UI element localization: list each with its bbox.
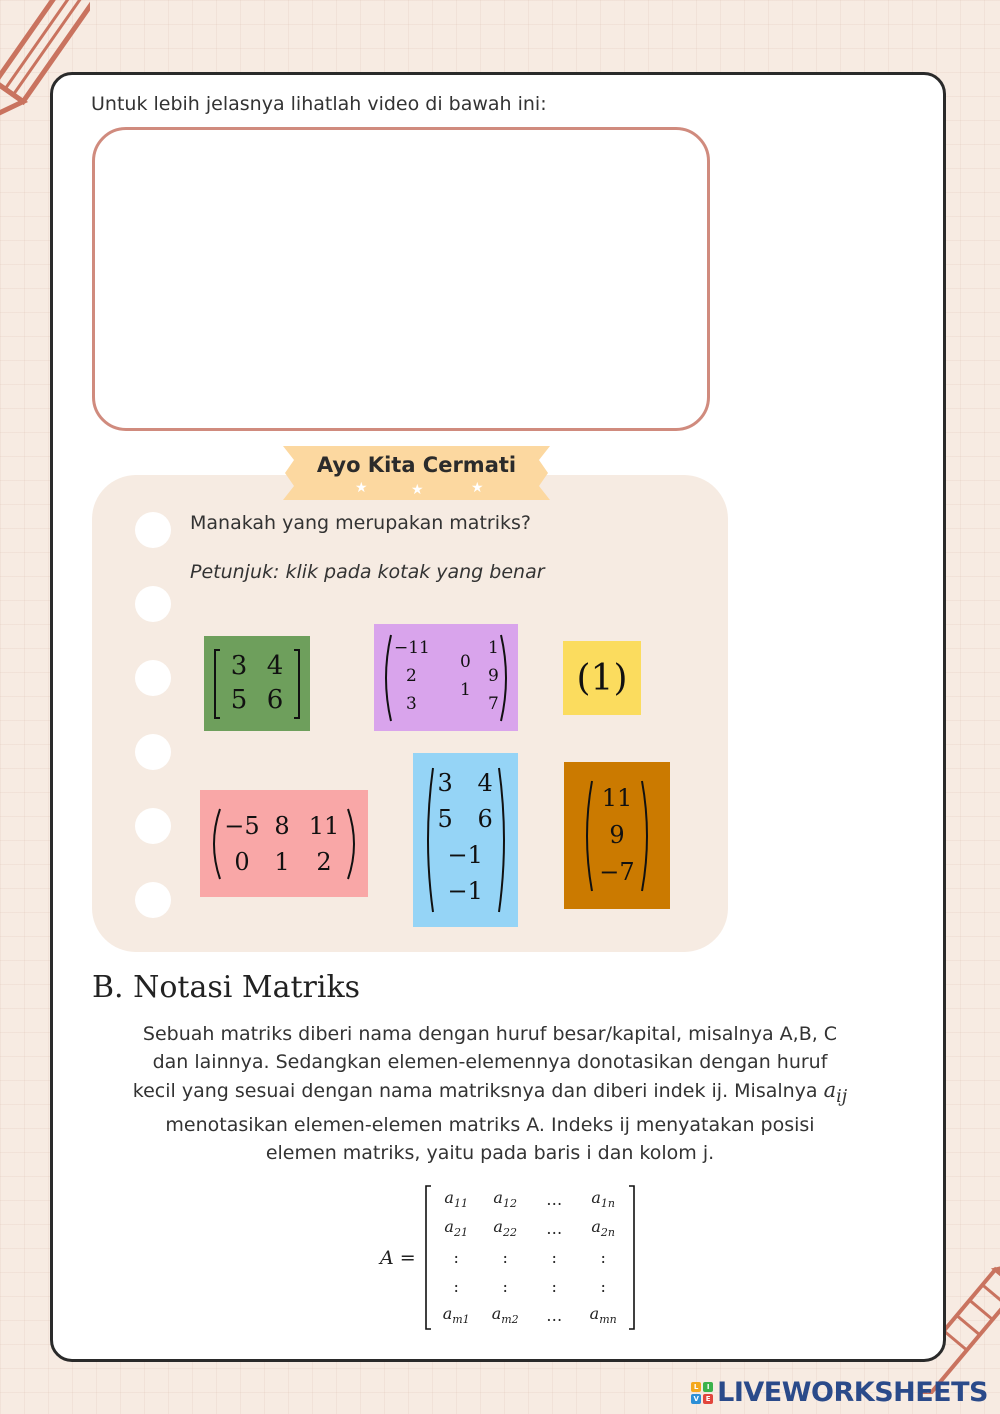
notation-cell: : xyxy=(453,1248,459,1267)
notation-cell: : xyxy=(453,1277,459,1296)
svg-text:★: ★ xyxy=(471,480,484,496)
matrix-cell: 5 xyxy=(230,684,248,715)
right-paren-icon xyxy=(641,780,653,892)
notation-cell: $a_{1n}$ xyxy=(591,1188,615,1211)
matrix-cell: 3 xyxy=(230,650,248,681)
matrix-option-6[interactable] xyxy=(564,762,670,909)
matrix-cell: 1 xyxy=(488,637,499,658)
matrix-option-5[interactable] xyxy=(413,753,518,927)
notation-cell: : xyxy=(551,1277,557,1296)
matrix-cell: 11 xyxy=(601,784,633,812)
logo-text: LIVEWORKSHEETS xyxy=(717,1377,988,1408)
paragraph-line: Sebuah matriks diberi nama dengan huruf besar/kapital, misalnya A,B, C xyxy=(142,1023,838,1045)
notation-cell: $a_{12}$ xyxy=(493,1188,517,1211)
matrix-cell: 5 xyxy=(437,805,453,833)
binder-hole xyxy=(135,660,171,696)
matrix-cell: 7 xyxy=(488,693,499,714)
right-paren-icon: ) xyxy=(613,657,628,699)
paragraph-line: dan lainnya. Sedangkan elemen-elemennya donotasikan dengan huruf xyxy=(152,1051,828,1073)
notation-cell: $a_{22}$ xyxy=(493,1217,517,1240)
binder-hole xyxy=(135,882,171,918)
left-bracket-icon xyxy=(213,649,221,719)
notation-cell: : xyxy=(600,1248,606,1267)
notation-cell: $a_{11}$ xyxy=(444,1188,468,1211)
binder-hole xyxy=(135,512,171,548)
right-paren-icon xyxy=(347,808,361,880)
matrix-cell: 1 xyxy=(274,847,290,876)
notation-cell: : xyxy=(502,1248,508,1267)
right-bracket-icon xyxy=(628,1185,636,1330)
matrix-option-3[interactable] xyxy=(563,641,641,715)
binder-hole xyxy=(135,734,171,770)
matrix-cell: 3 xyxy=(406,693,417,714)
matrix-cell: 9 xyxy=(609,821,625,849)
activity-banner-title: Ayo Kita Cermati xyxy=(316,453,517,477)
matrix-cell: 8 xyxy=(274,811,290,840)
notation-lhs: A = xyxy=(380,1246,416,1269)
matrix-cell: 4 xyxy=(266,650,284,681)
matrix-notation xyxy=(380,1185,636,1330)
matrix-option-2[interactable] xyxy=(374,624,518,731)
matrix-cell: 6 xyxy=(477,805,493,833)
left-paren-icon xyxy=(207,808,221,880)
hint-text: Petunjuk: klik pada kotak yang benar xyxy=(190,561,545,583)
notation-paragraph xyxy=(100,1020,880,1167)
matrix-cell: 0 xyxy=(460,651,471,672)
paragraph-line: menotasikan elemen-elemen matriks A. Indeks ij menyatakan posisi xyxy=(165,1114,815,1137)
notation-cell: … xyxy=(546,1306,563,1325)
left-paren-icon: ( xyxy=(576,657,591,699)
notation-cell: $a_{mn}$ xyxy=(589,1304,617,1327)
svg-text:★: ★ xyxy=(355,480,368,496)
left-paren-icon xyxy=(581,780,593,892)
liveworksheets-logo xyxy=(691,1377,988,1408)
left-paren-icon xyxy=(422,767,434,913)
notation-cell: $a_{21}$ xyxy=(444,1217,468,1240)
matrix-cell: 11 xyxy=(308,811,340,840)
notation-cell: : xyxy=(551,1248,557,1267)
matrix-cell: 0 xyxy=(234,847,250,876)
inline-symbol: $a_{ij}$ xyxy=(823,1078,848,1108)
matrix-cell: −5 xyxy=(224,811,260,840)
right-bracket-icon xyxy=(293,649,301,719)
notation-cell: : xyxy=(600,1277,606,1296)
matrix-cell: −1 xyxy=(447,841,483,869)
logo-mark-icon: L I V E xyxy=(691,1382,713,1404)
notation-cell: $a_{m2}$ xyxy=(491,1304,519,1327)
paragraph-line: kecil yang sesuai dengan nama matriksnya dan diberi indek ij. Misalnya xyxy=(132,1080,818,1102)
right-paren-icon xyxy=(498,767,510,913)
matrix-cell: 4 xyxy=(477,769,493,797)
left-paren-icon xyxy=(380,634,392,722)
matrix-cell: −7 xyxy=(599,858,635,886)
right-paren-icon xyxy=(500,634,512,722)
binder-hole xyxy=(135,586,171,622)
question-text: Manakah yang merupakan matriks? xyxy=(190,512,531,534)
matrix-cell: 9 xyxy=(488,665,499,686)
paragraph-line: elemen matriks, yaitu pada baris i dan kolom j. xyxy=(265,1142,715,1165)
notation-grid xyxy=(432,1185,628,1330)
binder-hole xyxy=(135,808,171,844)
paragraph-line-with-symbol xyxy=(100,1076,880,1111)
matrix-cell: 2 xyxy=(316,847,332,876)
left-bracket-icon xyxy=(424,1185,432,1330)
notation-cell: : xyxy=(502,1277,508,1296)
matrix-cell: 2 xyxy=(406,665,417,686)
svg-text:★: ★ xyxy=(411,482,424,498)
notation-cell: … xyxy=(546,1219,563,1238)
notation-cell: $a_{m1}$ xyxy=(442,1304,470,1327)
matrix-cell: 6 xyxy=(266,684,284,715)
matrix-cell: −1 xyxy=(447,877,483,905)
matrix-cell: −11 xyxy=(394,637,430,658)
matrix-option-4[interactable] xyxy=(200,790,368,897)
matrix-cell: 3 xyxy=(437,769,453,797)
matrix-cell: 1 xyxy=(590,657,614,699)
matrix-option-1[interactable] xyxy=(204,636,310,731)
notation-cell: $a_{2n}$ xyxy=(591,1217,615,1240)
matrix-cell: 1 xyxy=(460,679,471,700)
intro-text: Untuk lebih jelasnya lihatlah video di bawah ini: xyxy=(91,93,547,115)
video-player[interactable] xyxy=(92,127,710,431)
section-title: B. Notasi Matriks xyxy=(92,970,361,1005)
notation-cell: … xyxy=(546,1190,563,1209)
